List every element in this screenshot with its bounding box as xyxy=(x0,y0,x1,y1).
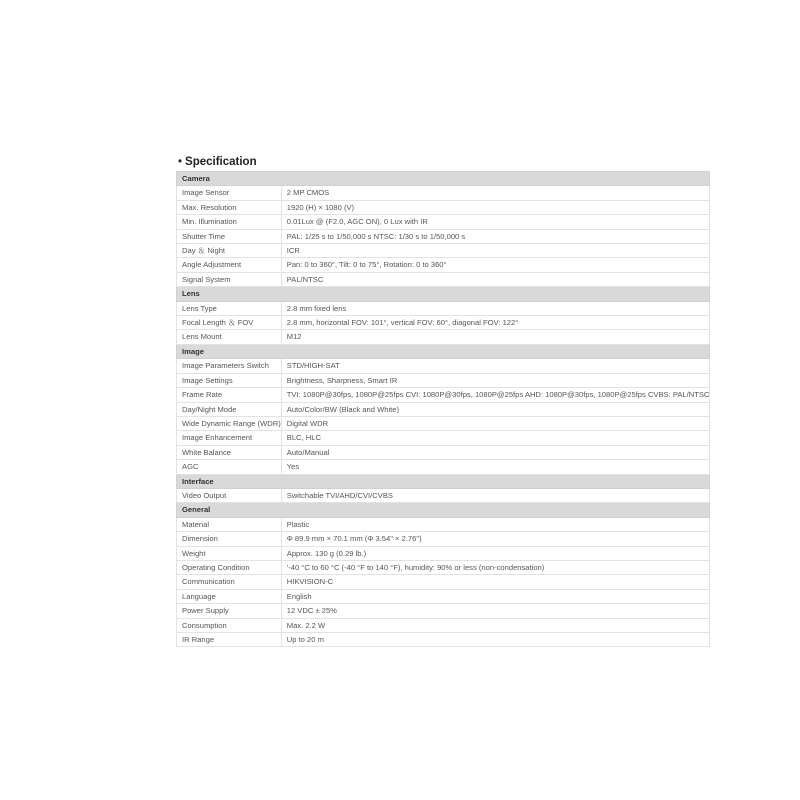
spec-row xyxy=(177,272,710,286)
spec-value: 2.8 mm fixed lens xyxy=(281,301,710,315)
spec-row xyxy=(177,589,710,603)
spec-row xyxy=(177,186,710,200)
spec-value: Pan: 0 to 360°, Tilt: 0 to 75°, Rotation: 0 to 360° xyxy=(281,258,710,272)
spec-label: Angle Adjustment xyxy=(177,258,282,272)
spec-row xyxy=(177,416,710,430)
spec-label: AGC xyxy=(177,460,282,474)
spec-row xyxy=(177,575,710,589)
spec-table-body xyxy=(177,172,710,647)
spec-value: BLC, HLC xyxy=(281,431,710,445)
spec-label: Frame Rate xyxy=(177,388,282,402)
section-header-general xyxy=(177,503,710,517)
spec-label: Max. Resolution xyxy=(177,200,282,214)
spec-value: Digital WDR xyxy=(281,416,710,430)
spec-label: Image Enhancement xyxy=(177,431,282,445)
spec-value: M12 xyxy=(281,330,710,344)
spec-row xyxy=(177,316,710,330)
spec-label: White Balance xyxy=(177,445,282,459)
spec-label: Power Supply xyxy=(177,604,282,618)
spec-value: ICR xyxy=(281,244,710,258)
spec-label: Lens Mount xyxy=(177,330,282,344)
spec-value: Brightness, Sharpness, Smart IR xyxy=(281,373,710,387)
spec-heading xyxy=(178,156,257,168)
spec-value: Auto/Color/BW (Black and White) xyxy=(281,402,710,416)
spec-value: Max. 2.2 W xyxy=(281,618,710,632)
spec-row xyxy=(177,388,710,402)
spec-row xyxy=(177,258,710,272)
spec-label: Language xyxy=(177,589,282,603)
spec-value: 1920 (H) × 1080 (V) xyxy=(281,200,710,214)
spec-value: 2.8 mm, horizontal FOV: 101°, vertical FOV: 60°, diagonal FOV: 122° xyxy=(281,316,710,330)
spec-row xyxy=(177,532,710,546)
spec-value: PAL: 1/25 s to 1/50,000 s NTSC: 1/30 s to 1/50,000 s xyxy=(281,229,710,243)
spec-title: Specification xyxy=(185,156,257,168)
spec-row xyxy=(177,359,710,373)
spec-value: Φ 89.9 mm × 70.1 mm (Φ 3.54" × 2.76") xyxy=(281,532,710,546)
spec-value: 12 VDC ± 25% xyxy=(281,604,710,618)
spec-row xyxy=(177,546,710,560)
spec-label: Day/Night Mode xyxy=(177,402,282,416)
spec-row xyxy=(177,229,710,243)
spec-value: TVI: 1080P@30fps, 1080P@25fps CVI: 1080P@30fps, 1080P@25fps AHD: 1080P@30fps, 1080P@25fps CVBS: PAL/NTSC xyxy=(281,388,710,402)
spec-table xyxy=(176,171,710,647)
spec-value: Approx. 130 g (0.29 lb.) xyxy=(281,546,710,560)
spec-label: Image Parameters Switch xyxy=(177,359,282,373)
spec-label: Wide Dynamic Range (WDR) xyxy=(177,416,282,430)
spec-value: Yes xyxy=(281,460,710,474)
spec-value: Up to 20 m xyxy=(281,633,710,647)
spec-label: Focal Length ＆ FOV xyxy=(177,316,282,330)
section-title: Lens xyxy=(177,287,710,301)
spec-value: Auto/Manual xyxy=(281,445,710,459)
spec-row xyxy=(177,560,710,574)
spec-value: Switchable TVI/AHD/CVI/CVBS xyxy=(281,488,710,502)
section-title: Interface xyxy=(177,474,710,488)
section-header-interface xyxy=(177,474,710,488)
spec-label: Lens Type xyxy=(177,301,282,315)
spec-value: '-40 °C to 60 °C (-40 °F to 140 °F), humidity: 90% or less (non-condensation) xyxy=(281,560,710,574)
spec-value: STD/HIGH-SAT xyxy=(281,359,710,373)
spec-row xyxy=(177,604,710,618)
spec-row xyxy=(177,330,710,344)
spec-row xyxy=(177,517,710,531)
spec-label: Communication xyxy=(177,575,282,589)
spec-label: Material xyxy=(177,517,282,531)
spec-value: HIKVISION-C xyxy=(281,575,710,589)
spec-label: Operating Condition xyxy=(177,560,282,574)
spec-label: IR Range xyxy=(177,633,282,647)
spec-value: 2 MP CMOS xyxy=(281,186,710,200)
spec-row xyxy=(177,460,710,474)
section-header-camera xyxy=(177,172,710,186)
spec-row xyxy=(177,200,710,214)
spec-label: Min. Illumination xyxy=(177,215,282,229)
spec-value: PAL/NTSC xyxy=(281,272,710,286)
section-title: Camera xyxy=(177,172,710,186)
bullet-icon: • xyxy=(178,156,183,168)
spec-row xyxy=(177,301,710,315)
section-header-lens xyxy=(177,287,710,301)
spec-label: Video Output xyxy=(177,488,282,502)
spec-label: Weight xyxy=(177,546,282,560)
spec-row xyxy=(177,445,710,459)
spec-label: Image Sensor xyxy=(177,186,282,200)
spec-label: Consumption xyxy=(177,618,282,632)
spec-row xyxy=(177,373,710,387)
spec-row xyxy=(177,244,710,258)
spec-label: Image Settings xyxy=(177,373,282,387)
spec-label: Dimension xyxy=(177,532,282,546)
spec-label: Shutter Time xyxy=(177,229,282,243)
spec-label: Day ＆ Night xyxy=(177,244,282,258)
spec-value: Plastic xyxy=(281,517,710,531)
spec-row xyxy=(177,215,710,229)
spec-label: Signal System xyxy=(177,272,282,286)
spec-row xyxy=(177,431,710,445)
section-header-image xyxy=(177,344,710,358)
spec-value: English xyxy=(281,589,710,603)
spec-value: 0.01Lux @ (F2.0, AGC ON), 0 Lux with IR xyxy=(281,215,710,229)
spec-row xyxy=(177,402,710,416)
spec-row xyxy=(177,618,710,632)
section-title: General xyxy=(177,503,710,517)
spec-row xyxy=(177,633,710,647)
spec-row xyxy=(177,488,710,502)
section-title: Image xyxy=(177,344,710,358)
